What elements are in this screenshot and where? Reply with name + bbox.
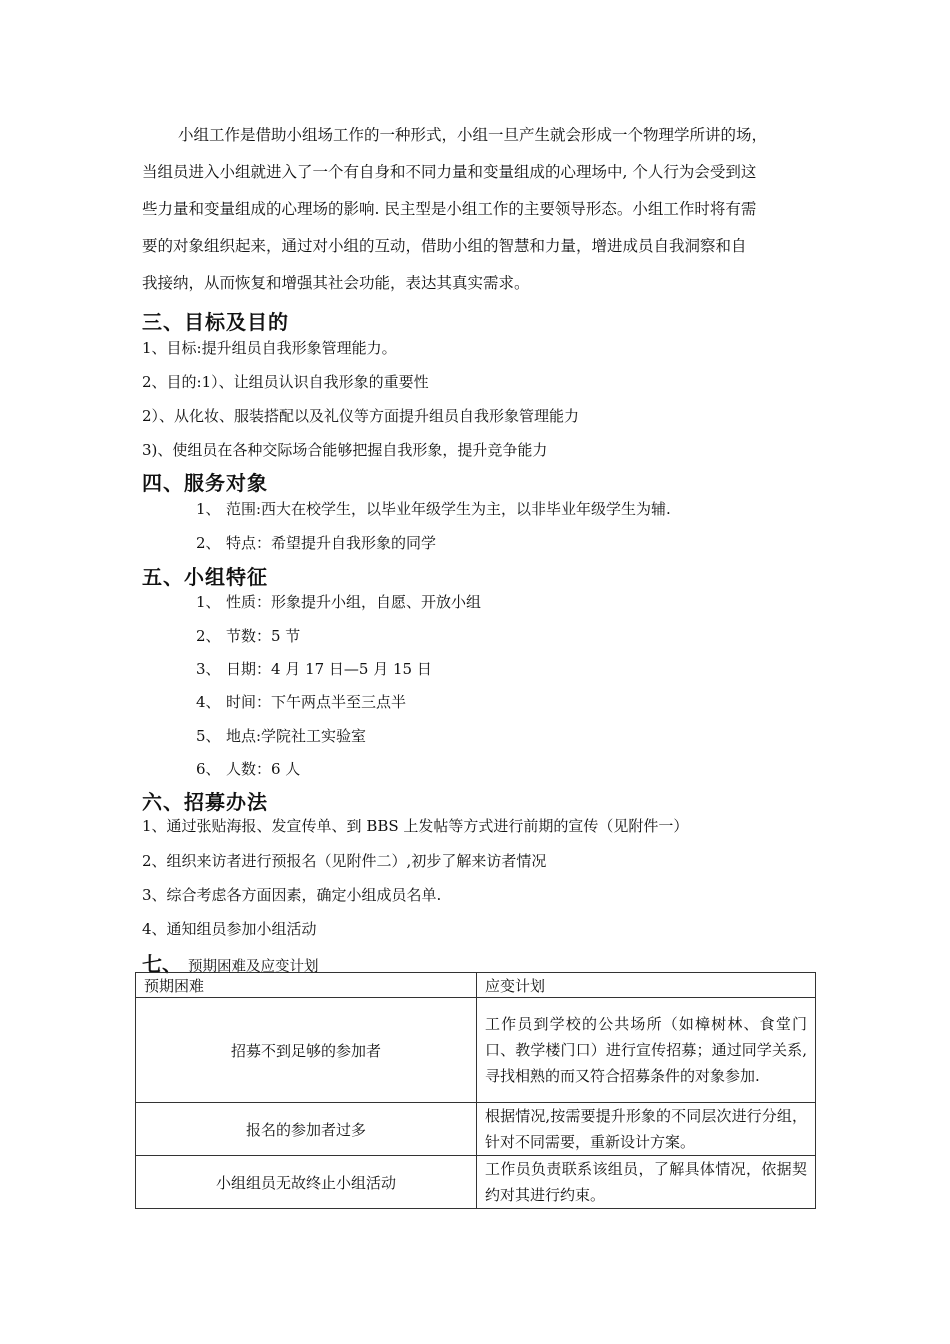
section-heading-group-features: 五、小组特征: [142, 565, 268, 589]
feature-item: 6、 人数：6 人: [196, 760, 301, 778]
recruit-item: 2、组织来访者进行预报名（见附件二）,初步了解来访者情况: [142, 852, 547, 870]
feature-item: 4、 时间：下午两点半至三点半: [196, 693, 407, 711]
section-heading-contingency: 七、 预期困难及应变计划: [142, 952, 319, 976]
section-heading-service-target: 四、服务对象: [142, 471, 268, 495]
difficulty-cell: 报名的参加者过多: [136, 1103, 477, 1156]
intro-paragraph: [142, 117, 822, 302]
service-item: 1、 范围:西大在校学生，以毕业年级学生为主，以非毕业年级学生为辅.: [196, 500, 671, 518]
goal-item: 3)、使组员在各种交际场合能够把握自我形象，提升竞争能力: [142, 441, 548, 459]
intro-line: 当组员进入小组就进入了一个有自身和不同力量和变量组成的心理场中, 个人行为会受到这: [142, 163, 757, 181]
feature-item: 5、 地点:学院社工实验室: [196, 727, 367, 745]
plan-cell: 工作员负责联系该组员，了解具体情况，依据契约对其进行约束。: [477, 1156, 816, 1209]
difficulty-cell: 招募不到足够的参加者: [136, 998, 477, 1103]
table-row: [136, 1156, 816, 1209]
feature-item: 2、 节数：5 节: [196, 627, 301, 645]
feature-item: 3、 日期：4 月 17 日—5 月 15 日: [196, 660, 432, 678]
intro-line: 要的对象组织起来，通过对小组的互动，借助小组的智慧和力量，增进成员自我洞察和自: [142, 237, 747, 255]
section-heading-goals: 三、目标及目的: [142, 310, 289, 334]
intro-line: 我接纳，从而恢复和增强其社会功能，表达其真实需求。: [142, 274, 530, 292]
goal-item: 2）、从化妆、服装搭配以及礼仪等方面提升组员自我形象管理能力: [142, 407, 580, 425]
feature-item: 1、 性质：形象提升小组，自愿、开放小组: [196, 593, 482, 611]
goal-item: 2、目的:1）、让组员认识自我形象的重要性: [142, 373, 429, 391]
table-row: [136, 998, 816, 1103]
table-header-cell: 应变计划: [477, 973, 816, 998]
table-header-row: [136, 973, 816, 998]
intro-line: 小组工作是借助小组场工作的一种形式，小组一旦产生就会形成一个物理学所讲的场，: [178, 126, 768, 144]
table-header-cell: 预期困难: [136, 973, 477, 998]
section-heading-recruitment: 六、招募办法: [142, 790, 268, 814]
goal-item: 1、目标:提升组员自我形象管理能力。: [142, 339, 397, 357]
table-row: [136, 1103, 816, 1156]
plan-cell: 工作员到学校的公共场所（如樟树林、食堂门口、教学楼门口）进行宣传招募；通过同学关系,寻找相熟的而又符合招募条件的对象参加.: [477, 998, 816, 1103]
recruit-item: 4、通知组员参加小组活动: [142, 920, 317, 938]
plan-cell: 根据情况,按需要提升形象的不同层次进行分组，针对不同需要，重新设计方案。: [477, 1103, 816, 1156]
recruit-item: 3、综合考虑各方面因素，确定小组成员名单.: [142, 886, 442, 904]
intro-line: 些力量和变量组成的心理场的影响. 民主型是小组工作的主要领导形态。小组工作时将有需: [142, 200, 757, 218]
difficulty-cell: 小组组员无故终止小组活动: [136, 1156, 477, 1209]
recruit-item: 1、通过张贴海报、发宣传单、到 BBS 上发帖等方式进行前期的宣传（见附件一）: [142, 817, 689, 835]
contingency-table: [135, 972, 816, 1209]
service-item: 2、 特点：希望提升自我形象的同学: [196, 534, 437, 552]
